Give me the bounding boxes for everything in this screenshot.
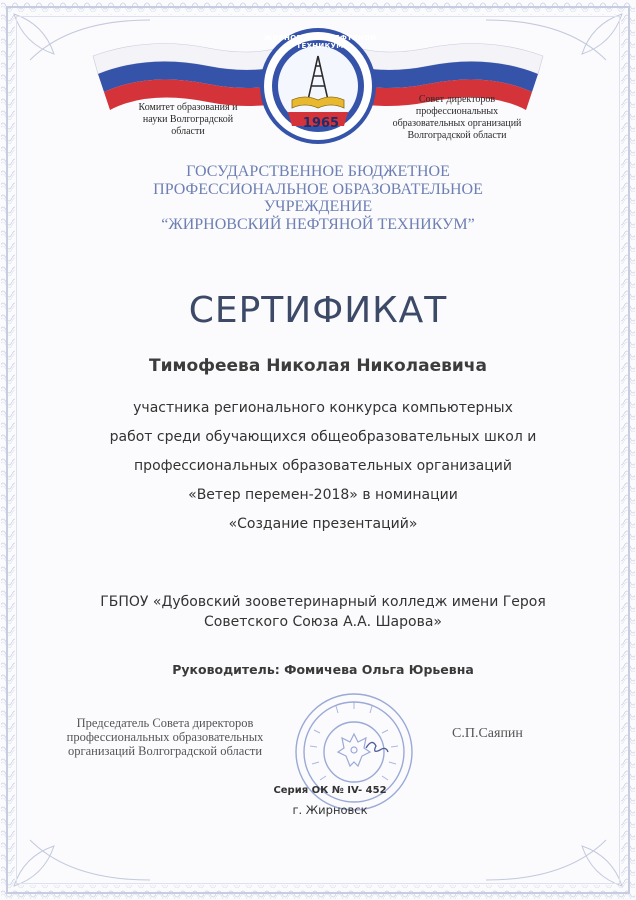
description-line: участника регионального конкурса компьютерных — [133, 400, 513, 416]
city-name: г. Жирновск — [292, 803, 368, 817]
supervisor: Руководитель: Фомичева Ольга Юрьевна — [172, 662, 474, 677]
emblem-year: 1965 — [302, 116, 340, 131]
institution-line: “ЖИРНОВСКИЙ НЕФТЯНОЙ ТЕХНИКУМ” — [161, 215, 475, 233]
college-line: Советского Союза А.А. Шарова» — [204, 614, 442, 630]
emblem-ring-text: ЖИРНОВСКИЙ НЕФТЯНОЙ ТЕХНИКУМ — [263, 34, 377, 50]
right-org-line: Волгоградской области — [407, 130, 507, 141]
right-org-caption — [382, 94, 532, 142]
certificate-title: СЕРТИФИКАТ — [188, 290, 448, 331]
eagle-icon — [338, 734, 370, 766]
series-number: Серия ОК № IV- 452 — [273, 785, 387, 796]
left-org-caption — [128, 102, 248, 138]
left-flag-ribbon — [93, 44, 288, 111]
description-line: профессиональных образовательных организаций — [134, 458, 512, 474]
left-org-line: науки Волгоградской — [142, 114, 234, 125]
left-org-line: Комитет образования и — [138, 102, 238, 113]
description-line: работ среди обучающихся общеобразовательных школ и — [109, 429, 537, 445]
college-name — [40, 592, 606, 632]
description-line: «Создание презентаций» — [228, 516, 418, 532]
chair-line: Председатель Совета директоров — [76, 716, 254, 730]
recipient-name: Тимофеева Николая Николаевича — [149, 356, 487, 376]
chair-line: организаций Волгоградской области — [67, 744, 263, 758]
right-org-line: профессиональных — [415, 106, 499, 117]
signer-name: С.П.Саяпин — [452, 726, 523, 741]
chair-title — [50, 716, 280, 758]
chair-line: профессиональных образовательных — [66, 730, 264, 744]
left-org-line: области — [171, 126, 205, 137]
institution-line: ГОСУДАРСТВЕННОЕ БЮДЖЕТНОЕ — [186, 163, 450, 180]
college-line: ГБПОУ «Дубовский зооветеринарный колледж имени Героя — [100, 594, 546, 610]
certificate-description — [40, 394, 606, 539]
right-org-line: образовательных организаций — [392, 118, 522, 129]
institution-line: УЧРЕЖДЕНИЕ — [263, 198, 373, 215]
right-org-line: Совет директоров — [418, 94, 496, 105]
description-line: «Ветер перемен-2018» в номинации — [188, 487, 458, 503]
institution-line: ПРОФЕССИОНАЛЬНОЕ ОБРАЗОВАТЕЛЬНОЕ — [153, 180, 483, 198]
institution-name — [80, 163, 556, 233]
